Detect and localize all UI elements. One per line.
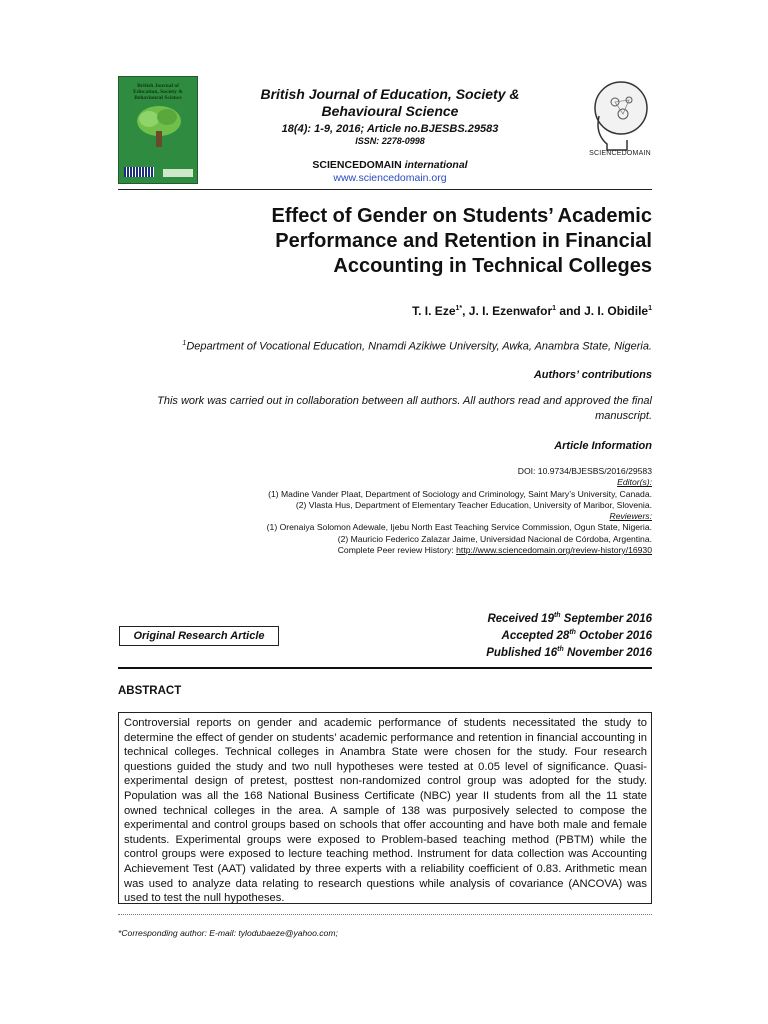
- journal-issn: ISSN: 2278-0998: [355, 136, 425, 146]
- received-date: Received 19th September 2016: [487, 612, 652, 625]
- section-divider: [118, 667, 652, 669]
- article-dates: [380, 609, 652, 659]
- editor-item: (2) Vlasta Hus, Department of Elementary Teacher Education, University of Maribor, Slovenia.: [295, 499, 652, 510]
- accepted-date: Accepted 28th October 2016: [501, 628, 652, 642]
- reviewer-item: (1) Orenaiya Solomon Adewale, Ijebu North East Teaching Service Commission, Ogun State, Nigeria.: [266, 522, 652, 533]
- header-divider: [118, 189, 652, 190]
- author-list: T. I. Eze$^{1*}$, J. I. Ezenwafor$^1$ and J. I. Obidile$^1$: [412, 304, 652, 318]
- abstract-text: Controversial reports on gender and academic performance of students necessitated the study to determine the effect of gender on students’ academic performance and retention in financial accounting in technical colleges. Technical colleges in Anambra State were chosen for the study. Four research questions guided the study and two null hypotheses were tested at 0.05 level of significance. Quasi-experimental design of pretest, posttest non-randomized control group was adopted for the study. Population was all the 168 National Business Certificate (NBC) year II students from all the 11 state owned technical colleges in the area. A sample of 138 was purposively selected to compose the experimental and control groups based on schools that offer accounting and have both male and female students. Experimental groups were exposed to Problem-based teaching method (PBTM) while the control groups were exposed to lecture teaching method. Instrument for data collection was Accounting Achievement Test (AAT) validated by three experts with a reliability coefficient of 0.83. Arithmetic mean was used to analyze data relating to research questions while analysis of covariance (ANCOVA) was used to test the null hypotheses.: [118, 712, 652, 904]
- contributions-heading: Authors’ contributions: [533, 369, 652, 381]
- tree-icon: [133, 105, 185, 149]
- journal-header: [230, 86, 550, 185]
- barcode-icon: [124, 167, 154, 177]
- publisher-name: SCIENCEDOMAIN international: [312, 159, 468, 171]
- peer-review-history: Complete Peer review History: http://www.sciencedomain.org/review-history/16930: [337, 545, 652, 556]
- peer-review-link[interactable]: http://www.sciencedomain.org/review-history/16930: [456, 545, 652, 556]
- editors-label: Editor(s):: [617, 477, 652, 488]
- cover-publisher-mark: [163, 169, 193, 177]
- journal-issue: 18(4): 1-9, 2016; Article no.BJESBS.29583: [281, 123, 499, 135]
- cover-title: British Journal of Education, Society & Behavioural Science: [133, 83, 183, 101]
- reviewer-item: (2) Mauricio Federico Zalazar Jaime, Universidad Nacional de Córdoba, Argentina.: [337, 533, 652, 544]
- editor-item: (1) Madine Vander Plaat, Department of Sociology and Criminology, Saint Mary’s University, Canada.: [268, 488, 652, 499]
- logo-label: SCIENCEDOMAIN: [589, 150, 651, 157]
- article-title: Effect of Gender on Students’ Academic Performance and Retention in Financial Accounting in Technical Colleges: [271, 205, 652, 277]
- publisher-website-link[interactable]: www.sciencedomain.org: [333, 172, 447, 184]
- article-type-badge: Original Research Article: [119, 626, 279, 646]
- author-affiliation: $^1$Department of Vocational Education, Nnamdi Azikiwe University, Awka, Anambra State, Nigeria.: [182, 340, 652, 353]
- footnote-divider: [118, 914, 652, 915]
- article-information: [118, 466, 652, 556]
- journal-cover-image: [118, 76, 198, 184]
- abstract-heading: ABSTRACT: [118, 685, 182, 697]
- article-info-heading: Article Information: [554, 440, 652, 452]
- published-date: Published 16th November 2016: [486, 645, 652, 659]
- contributions-text: This work was carried out in collaboration between all authors. All authors read and approved the final manuscript.: [157, 395, 652, 422]
- journal-name: British Journal of Education, Society & Behavioural Science: [260, 86, 520, 119]
- doi: DOI: 10.9734/BJESBS/2016/29583: [517, 466, 652, 476]
- reviewers-label: Reviewers:: [609, 511, 652, 522]
- corresponding-author-footnote: *Corresponding author: E-mail: tylodubaeze@yahoo.com;: [118, 928, 338, 938]
